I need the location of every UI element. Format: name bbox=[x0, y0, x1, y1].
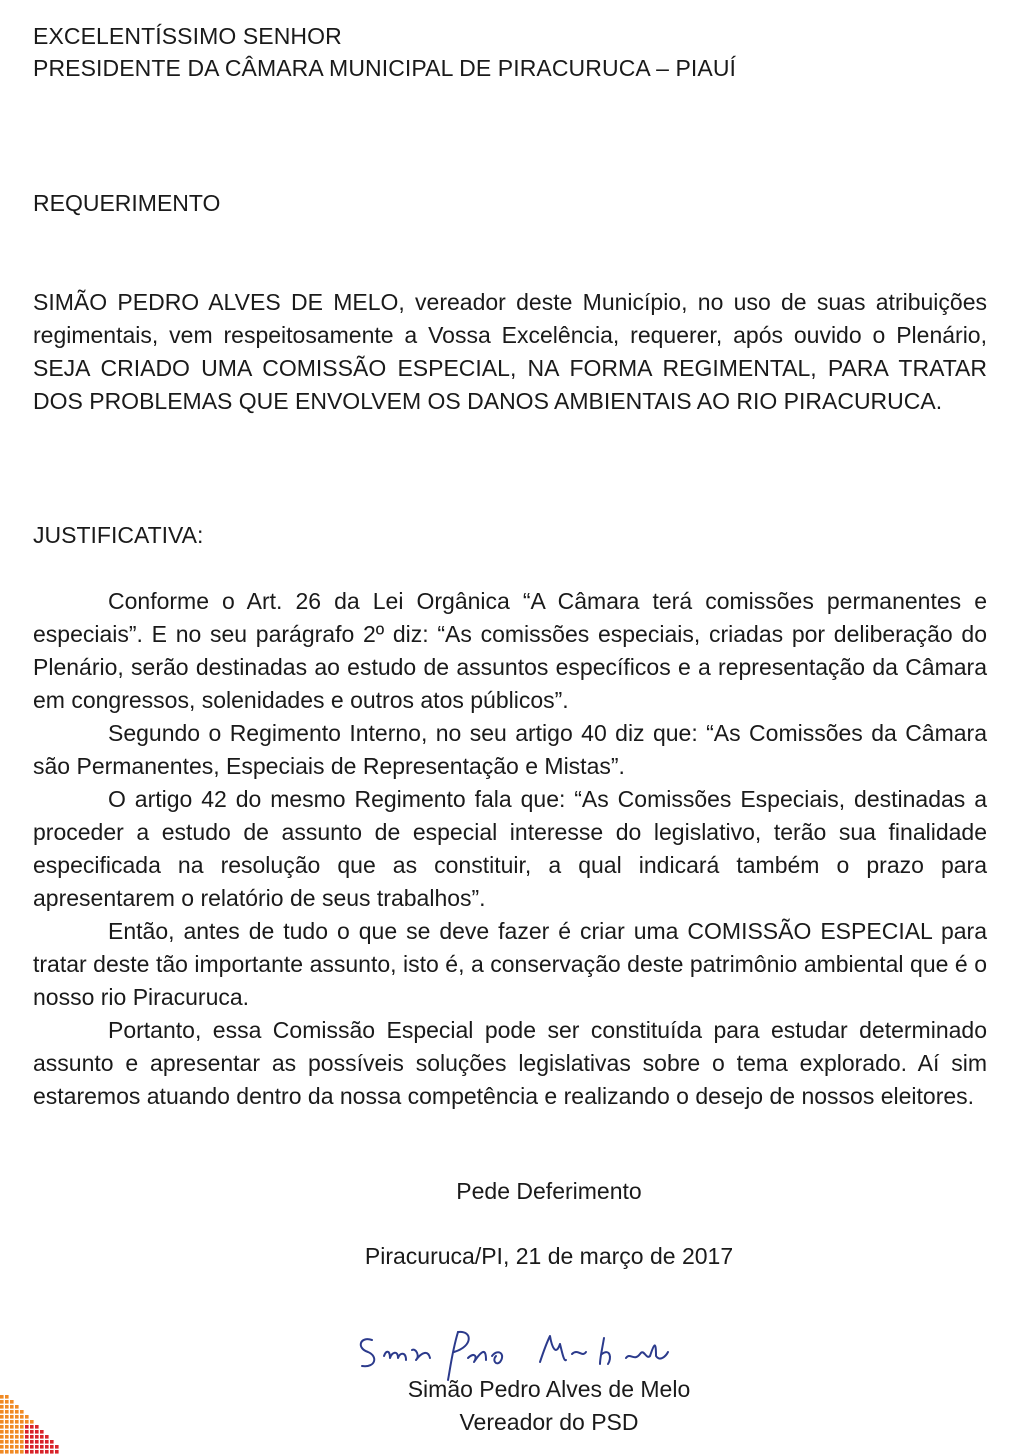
logo-square bbox=[5, 1425, 9, 1429]
logo-square bbox=[30, 1425, 34, 1429]
logo-square bbox=[35, 1435, 39, 1439]
logo-square bbox=[0, 1450, 4, 1454]
logo-square bbox=[30, 1420, 34, 1424]
signatory-role: Vereador do PSD bbox=[459, 1409, 639, 1435]
logo-square bbox=[15, 1415, 19, 1419]
logo-square bbox=[55, 1450, 59, 1454]
logo-square bbox=[40, 1450, 44, 1454]
signature-text: Simão Pedro Alves de Melo bbox=[350, 1322, 363, 1323]
place-date: Piracuruca/PI, 21 de março de 2017 bbox=[364, 1243, 734, 1269]
logo-square bbox=[10, 1410, 14, 1414]
logo-square bbox=[5, 1415, 9, 1419]
logo-square bbox=[0, 1445, 4, 1449]
logo-square bbox=[0, 1430, 4, 1434]
justificativa-paragraph-5: Portanto, essa Comissão Especial pode ser constituída para estudar determinado assunto e apresentar as possíveis soluções legislativas sobre o tema explorado. Aí sim estaremos atuando dentro da nossa competência e realizando o desejo de nossos eleitores. bbox=[33, 1017, 987, 1109]
logo-square bbox=[25, 1435, 29, 1439]
logo-square bbox=[5, 1445, 9, 1449]
logo-square bbox=[40, 1430, 44, 1434]
logo-square bbox=[15, 1445, 19, 1449]
justificativa-paragraph-4: Então, antes de tudo o que se deve fazer é criar uma COMISSÃO ESPECIAL para tratar deste tão importante assunto, isto é, a conservação deste patrimônio ambiental que é o nosso rio Piracuruca. bbox=[33, 918, 987, 1010]
logo-square bbox=[5, 1405, 9, 1409]
logo-square bbox=[35, 1450, 39, 1454]
logo-square bbox=[5, 1435, 9, 1439]
logo-square bbox=[45, 1435, 49, 1439]
logo-square bbox=[45, 1440, 49, 1444]
logo-square bbox=[25, 1425, 29, 1429]
logo-square bbox=[10, 1425, 14, 1429]
logo-square bbox=[0, 1410, 4, 1414]
logo-square bbox=[15, 1405, 19, 1409]
logo-square bbox=[25, 1440, 29, 1444]
logo-square bbox=[0, 1420, 4, 1424]
logo-square bbox=[20, 1415, 24, 1419]
logo-square bbox=[20, 1425, 24, 1429]
logo-square bbox=[5, 1450, 9, 1454]
logo-square bbox=[5, 1420, 9, 1424]
logo-square bbox=[55, 1445, 59, 1449]
justificativa-title: JUSTIFICATIVA: bbox=[33, 522, 204, 548]
justificativa-paragraph-2: Segundo o Regimento Interno, no seu artigo 40 diz que: “As Comissões da Câmara são Permanentes, Especiais de Representação e Mistas”. bbox=[33, 720, 987, 779]
logo-square bbox=[10, 1405, 14, 1409]
logo-square bbox=[20, 1420, 24, 1424]
logo-square bbox=[40, 1445, 44, 1449]
logo-square bbox=[0, 1440, 4, 1444]
logo-square bbox=[5, 1400, 9, 1404]
logo-square bbox=[20, 1435, 24, 1439]
logo-square bbox=[15, 1440, 19, 1444]
addressee-line-1: EXCELENTÍSSIMO SENHOR bbox=[33, 23, 342, 49]
logo-square bbox=[5, 1395, 9, 1399]
logo-square bbox=[10, 1445, 14, 1449]
logo-square bbox=[35, 1445, 39, 1449]
logo-square bbox=[45, 1450, 49, 1454]
logo-square bbox=[25, 1450, 29, 1454]
signatory-name: Simão Pedro Alves de Melo bbox=[407, 1376, 691, 1402]
logo-mosaic-icon bbox=[0, 1393, 60, 1455]
logo-square bbox=[35, 1440, 39, 1444]
logo-square bbox=[25, 1430, 29, 1434]
logo-square bbox=[10, 1420, 14, 1424]
logo-square bbox=[10, 1430, 14, 1434]
logo-square bbox=[30, 1440, 34, 1444]
logo-square bbox=[15, 1420, 19, 1424]
logo-square bbox=[5, 1430, 9, 1434]
logo-square bbox=[15, 1430, 19, 1434]
logo-square bbox=[20, 1430, 24, 1434]
addressee-line-2: PRESIDENTE DA CÂMARA MUNICIPAL DE PIRACURUCA – PIAUÍ bbox=[33, 55, 737, 81]
logo-square bbox=[15, 1435, 19, 1439]
requerimento-title: REQUERIMENTO bbox=[33, 190, 221, 216]
logo-square bbox=[20, 1445, 24, 1449]
justificativa-body bbox=[33, 585, 987, 1113]
addressee-block bbox=[33, 20, 736, 84]
logo-square bbox=[0, 1435, 4, 1439]
requerimento-body bbox=[33, 286, 987, 418]
logo-square bbox=[10, 1435, 14, 1439]
logo-square bbox=[20, 1410, 24, 1414]
logo-square bbox=[25, 1445, 29, 1449]
logo-square bbox=[50, 1445, 54, 1449]
logo-square bbox=[40, 1440, 44, 1444]
logo-square bbox=[0, 1395, 4, 1399]
logo-square bbox=[10, 1415, 14, 1419]
logo-square bbox=[25, 1420, 29, 1424]
pede-deferimento: Pede Deferimento bbox=[456, 1178, 642, 1204]
logo-square bbox=[15, 1410, 19, 1414]
logo-square bbox=[45, 1445, 49, 1449]
logo-square bbox=[35, 1430, 39, 1434]
logo-square bbox=[0, 1405, 4, 1409]
logo-square bbox=[30, 1430, 34, 1434]
logo-square bbox=[20, 1450, 24, 1454]
logo-square bbox=[30, 1445, 34, 1449]
logo-square bbox=[50, 1450, 54, 1454]
logo-square bbox=[10, 1440, 14, 1444]
logo-square bbox=[10, 1450, 14, 1454]
logo-square bbox=[15, 1425, 19, 1429]
logo-square bbox=[10, 1400, 14, 1404]
logo-square bbox=[35, 1425, 39, 1429]
logo-square bbox=[0, 1425, 4, 1429]
logo-square bbox=[0, 1400, 4, 1404]
logo-square bbox=[20, 1440, 24, 1444]
requerimento-paragraph: SIMÃO PEDRO ALVES DE MELO, vereador deste Município, no uso de suas atribuições regimentais, vem respeitosamente a Vossa Excelência, requerer, após ouvido o Plenário, SEJA CRIADO UMA COMISSÃO ESPECIAL, NA FORMA REGIMENTAL, PARA TRATAR DOS PROBLEMAS QUE ENVOLVEM OS DANOS AMBIENTAIS AO RIO PIRACURUCA. bbox=[33, 289, 987, 414]
logo-square bbox=[30, 1450, 34, 1454]
logo-square bbox=[15, 1450, 19, 1454]
logo-square bbox=[40, 1435, 44, 1439]
logo-square bbox=[50, 1440, 54, 1444]
justificativa-paragraph-3: O artigo 42 do mesmo Regimento fala que: “As Comissões Especiais, destinadas a proceder a estudo de assunto de especial interesse do legislativo, terão sua finalidade especificada na resolução que as constituir, a qual indicará também o prazo para apresentarem o relatório de seus trabalhos”. bbox=[33, 786, 987, 911]
logo-square bbox=[5, 1410, 9, 1414]
logo-square bbox=[30, 1435, 34, 1439]
justificativa-paragraph-1: Conforme o Art. 26 da Lei Orgânica “A Câmara terá comissões permanentes e especiais”. E no seu parágrafo 2º diz: “As comissões especiais, criadas por deliberação do Plenário, serão destinadas ao estudo de assuntos específicos e a representação da Câmara em congressos, solenidades e outros atos públicos”. bbox=[33, 588, 987, 713]
logo-square bbox=[5, 1440, 9, 1444]
logo-square bbox=[25, 1415, 29, 1419]
logo-square bbox=[0, 1415, 4, 1419]
